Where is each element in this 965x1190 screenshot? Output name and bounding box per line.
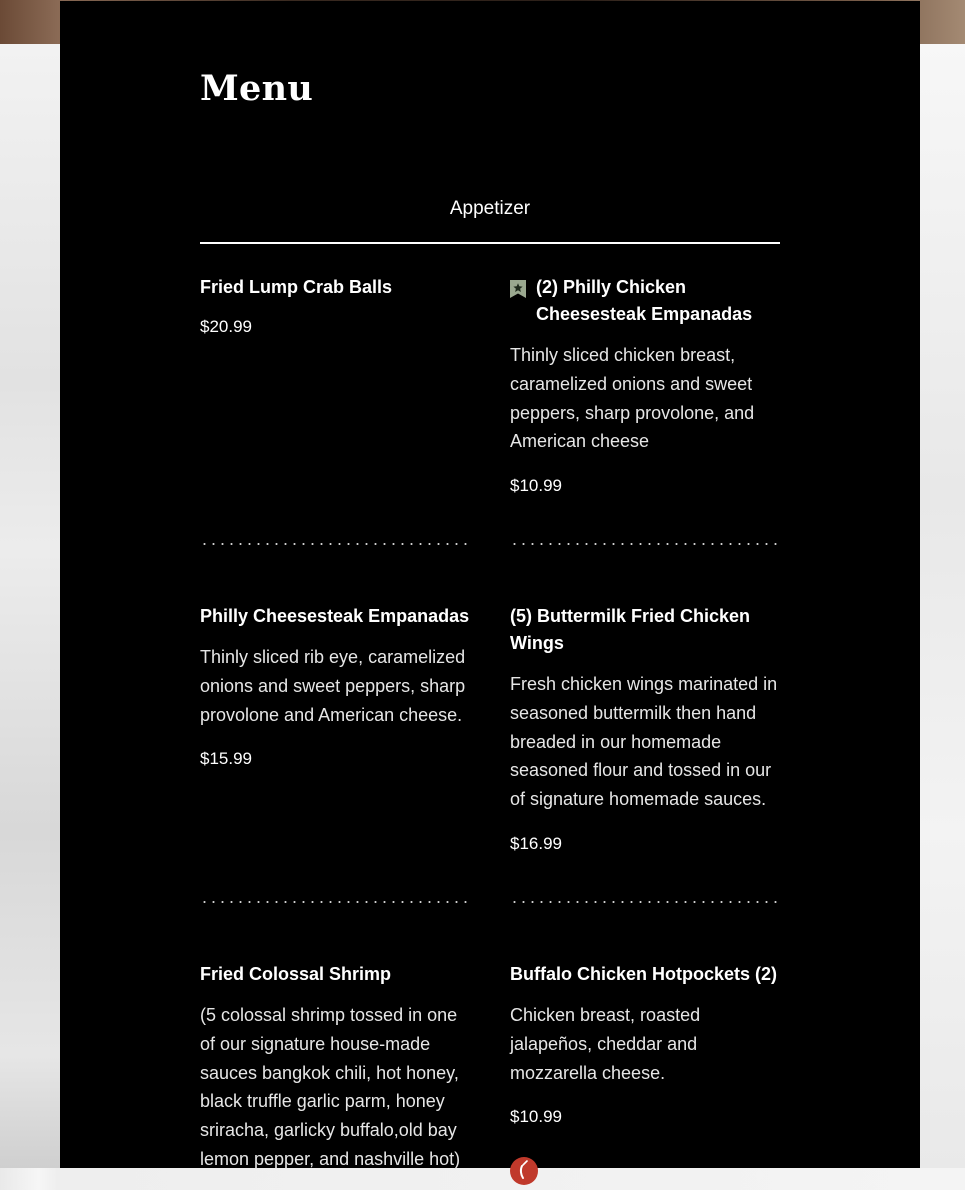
page-title: Menu <box>200 68 314 109</box>
item-price: $15.99 <box>200 749 252 769</box>
item-price: $10.99 <box>510 476 562 496</box>
item-name: Buffalo Chicken Hotpockets (2) <box>510 964 778 984</box>
item-divider <box>510 543 780 545</box>
item-description: Thinly sliced chicken breast, caramelized onions and sweet peppers, sharp provolone, and American cheese <box>510 345 755 452</box>
background-image-left <box>0 44 60 1168</box>
menu-item-buffalo-chicken-hotpockets <box>510 961 782 1130</box>
item-price: $20.99 <box>200 317 252 336</box>
item-divider <box>200 901 470 903</box>
menu-item-philly-chicken-cheesesteak-empanadas <box>510 274 782 499</box>
menu-item-fried-colossal-shrimp <box>200 961 472 1174</box>
item-price: $10.99 <box>510 1107 562 1127</box>
item-name: Fried Lump Crab Balls <box>200 277 393 297</box>
menu-panel <box>60 1 920 1168</box>
item-name: Philly Cheesesteak Empanadas <box>200 606 470 626</box>
item-divider <box>200 543 470 545</box>
item-name: Fried Colossal Shrimp <box>200 964 392 984</box>
item-description: (5 colossal shrimp tossed in one of our signature house-made sauces bangkok chili, hot honey, black truffle garlic parm, honey sriracha, garlicky buffalo,old bay lemon pepper, and nashville hot) <box>200 1005 461 1169</box>
background-image-right <box>920 44 965 1168</box>
item-divider <box>510 901 780 903</box>
item-description: Thinly sliced rib eye, caramelized onions and sweet peppers, sharp provolone and American cheese. <box>200 647 466 725</box>
item-description: Chicken breast, roasted jalapeños, cheddar and mozzarella cheese. <box>510 1005 701 1083</box>
menu-item-fried-lump-crab-balls <box>200 274 472 340</box>
menu-tabs <box>200 190 780 244</box>
featured-star-badge-icon <box>510 280 526 298</box>
menu-item-buttermilk-fried-chicken-wings <box>510 603 782 857</box>
item-description: Fresh chicken wings marinated in seasoned buttermilk then hand breaded in our homemade seasoned flour and tossed in our of signature homemade sauces. <box>510 674 778 810</box>
item-name-row <box>510 274 782 328</box>
spicy-chili-icon <box>510 1157 538 1185</box>
item-name: (5) Buttermilk Fried Chicken Wings <box>510 606 751 653</box>
item-name: (2) Philly Chicken Cheesesteak Empanadas <box>536 277 753 324</box>
tab-appetizer[interactable]: Appetizer <box>449 198 531 219</box>
item-price: $16.99 <box>510 833 562 853</box>
menu-item-philly-cheesesteak-empanadas <box>200 603 472 772</box>
